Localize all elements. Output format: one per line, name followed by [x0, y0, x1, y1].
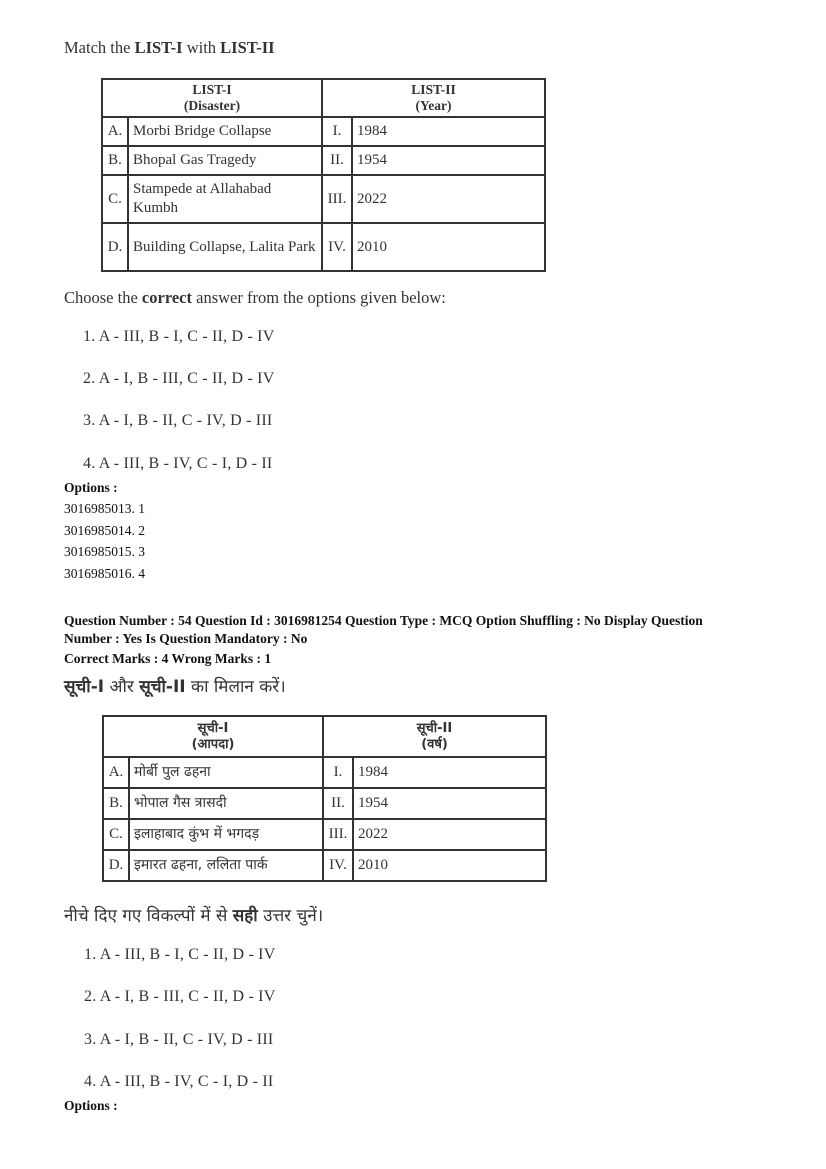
- answer-option-3: 3. A - I, B - II, C - IV, D - III: [83, 412, 273, 429]
- table-row: C. इलाहाबाद कुंभ में भगदड़ III. 2022: [103, 819, 546, 850]
- option-id: 3016985014. 2: [64, 523, 145, 538]
- prompt-text: Match the: [64, 38, 135, 57]
- meta-line: Question Number : 54 Question Id : 3016981254 Question Type : MCQ Option Shuffling : No Display Question: [64, 613, 703, 628]
- table-row: B. भोपाल गैस त्रासदी II. 1954: [103, 788, 546, 819]
- prompt-list1: LIST-I: [134, 38, 183, 57]
- answer-option-4: 4. A - III, B - IV, C - I, D - II: [84, 1073, 274, 1090]
- option-id: 3016985013. 1: [64, 501, 145, 516]
- answer-option-4: 4. A - III, B - IV, C - I, D - II: [83, 455, 273, 472]
- options-label: Options :: [64, 480, 118, 495]
- match-table-en: [101, 78, 546, 272]
- table-row: A. Morbi Bridge Collapse I. 1984: [102, 117, 545, 146]
- table-row: D. इमारत ढहना, ललिता पार्क IV. 2010: [103, 850, 546, 881]
- table-header-row: [103, 716, 546, 757]
- table-row: D. Building Collapse, Lalita Park IV. 2010: [102, 223, 545, 271]
- choose-instruction-hi: नीचे दिए गए विकल्पों में से सही उत्तर चुनें।: [64, 906, 324, 926]
- prompt-text: with: [182, 38, 221, 57]
- list2-header: सूची-II (वर्ष): [323, 716, 546, 757]
- option-id: 3016985016. 4: [64, 566, 145, 581]
- table-row: B. Bhopal Gas Tragedy II. 1954: [102, 146, 545, 175]
- answer-option-2: 2. A - I, B - III, C - II, D - IV: [84, 988, 276, 1005]
- answer-option-3: 3. A - I, B - II, C - IV, D - III: [84, 1031, 274, 1048]
- question-prompt-hi: सूची-I और सूची-II का मिलान करें।: [64, 677, 286, 697]
- options-label: Options :: [64, 1098, 118, 1113]
- answer-option-2: 2. A - I, B - III, C - II, D - IV: [83, 370, 275, 387]
- answer-option-1: 1. A - III, B - I, C - II, D - IV: [84, 946, 276, 963]
- list1-header: LIST-I (Disaster): [102, 79, 322, 117]
- meta-line: Number : Yes Is Question Mandatory : No: [64, 631, 308, 646]
- table-row: C. Stampede at Allahabad Kumbh III. 2022: [102, 175, 545, 223]
- answer-option-1: 1. A - III, B - I, C - II, D - IV: [83, 328, 275, 345]
- question-prompt-en: [64, 38, 275, 58]
- table-header-row: [102, 79, 545, 117]
- question-meta: [64, 612, 804, 668]
- table-row: A. मोर्बी पुल ढहना I. 1984: [103, 757, 546, 788]
- choose-instruction-en: Choose the correct answer from the options given below:: [64, 288, 446, 307]
- prompt-list2: LIST-II: [220, 38, 275, 57]
- meta-line: Correct Marks : 4 Wrong Marks : 1: [64, 651, 272, 666]
- match-table-hi: [102, 715, 547, 882]
- list2-header: LIST-II (Year): [322, 79, 545, 117]
- list1-header: सूची-I (आपदा): [103, 716, 323, 757]
- option-id: 3016985015. 3: [64, 544, 145, 559]
